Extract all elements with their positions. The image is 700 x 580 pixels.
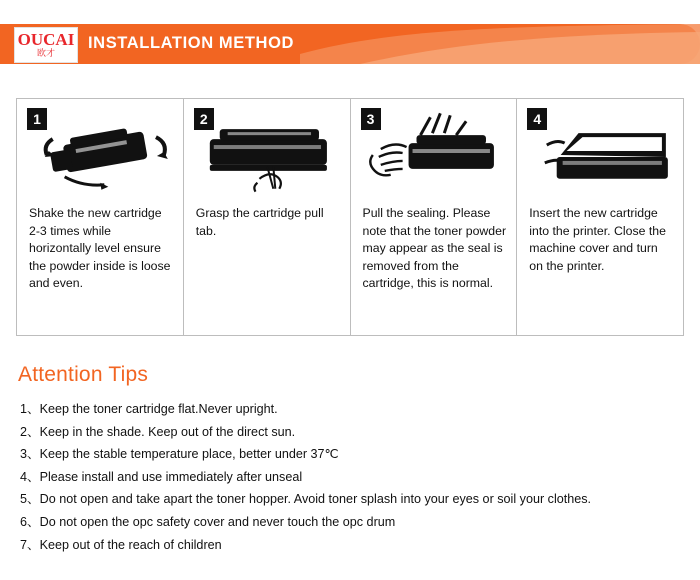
- step-number-badge: 4: [527, 108, 547, 130]
- list-item-text: Do not open the opc safety cover and never touch the opc drum: [39, 514, 396, 529]
- list-item-text: Keep the toner cartridge flat.Never upright.: [39, 402, 278, 416]
- installation-steps-panel: [16, 98, 684, 336]
- cartridge-seal-icon: [351, 105, 517, 201]
- list-item-text: Do not open and take apart the toner hopper. Avoid toner splash into your eyes or soil your clothes.: [39, 492, 592, 507]
- list-item-text: Please install and use immediately after unseal: [39, 469, 303, 484]
- step-description: Grasp the cartridge pull tab.: [195, 206, 324, 238]
- step-number-badge: 2: [194, 108, 214, 130]
- brand-logo-sub: 欧才: [36, 49, 55, 59]
- step-1: [17, 99, 184, 335]
- brand-logo: [14, 27, 78, 63]
- list-item-number: 3、: [20, 447, 40, 462]
- attention-tips-title: Attention Tips: [18, 363, 149, 386]
- list-item-number: 4、: [20, 469, 40, 484]
- header-swoosh-decoration: [300, 24, 700, 64]
- list-item-number: 2、: [20, 424, 40, 439]
- list-item-text: Keep out of the reach of children: [39, 537, 222, 552]
- list-item: [20, 511, 680, 534]
- list-item-number: 5、: [20, 492, 40, 507]
- list-item: [20, 443, 680, 466]
- list-item-text: Keep the stable temperature place, better under 37℃: [39, 447, 339, 462]
- step-number-badge: 3: [361, 108, 381, 130]
- list-item-number: 7、: [20, 537, 40, 552]
- cartridge-pulltab-icon: [184, 105, 350, 201]
- page-header: [0, 0, 700, 74]
- step-description: Pull the sealing. Please note that the toner powder may appear as the seal is removed from the cartridge, this is normal.: [362, 206, 507, 290]
- page-title: INSTALLATION METHOD: [88, 34, 295, 52]
- list-item-number: 1、: [20, 402, 40, 416]
- cartridge-shake-icon: [17, 105, 183, 201]
- step-description: Shake the new cartridge 2-3 times while horizontally level ensure the powder inside is loose and even.: [29, 206, 171, 290]
- step-number-badge: 1: [27, 108, 47, 130]
- list-item: [20, 534, 680, 557]
- step-2: [184, 99, 351, 335]
- list-item: [20, 488, 680, 511]
- list-item-number: 6、: [20, 514, 40, 529]
- list-item: [20, 421, 680, 444]
- step-4: [517, 99, 683, 335]
- brand-logo-main: OUCAI: [17, 30, 75, 49]
- step-description: Insert the new cartridge into the printer. Close the machine cover and turn on the printer.: [529, 206, 666, 273]
- cartridge-insert-icon: [517, 105, 683, 201]
- list-item: [20, 466, 680, 489]
- list-item: [20, 398, 680, 421]
- step-3: [351, 99, 518, 335]
- attention-tips-list: [20, 398, 680, 556]
- list-item-text: Keep in the shade. Keep out of the direct sun.: [39, 424, 296, 439]
